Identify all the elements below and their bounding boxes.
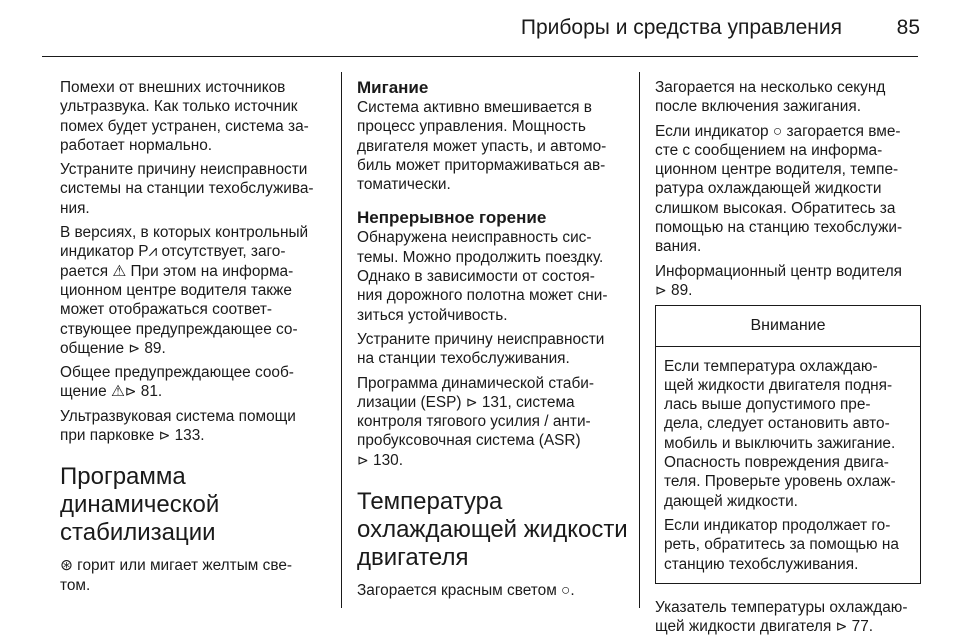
page-ref[interactable]: 89. [140,339,166,357]
paragraph-gauge-ref: Указатель температуры охлаждаю- щей жидкости двигателя ⊳ 77. [655,598,908,636]
section-title: Приборы и средства управления [520,16,842,39]
paragraph-blinking: Система активно вмешивается в процесс управления. Мощность двигателя может упасть, и автомо- биль может притормаживаться ав- томатически. [357,99,607,194]
column-divider-1 [341,72,342,608]
page-ref-arrow-icon: ⊳ [357,451,369,468]
paragraph-red-light: Загорается красным светом ○. [357,582,575,600]
caution-box [655,305,921,584]
page-ref[interactable]: 77. [847,618,874,636]
page-number: 85 [896,16,920,39]
page-ref-arrow-icon: ⊳ [158,427,171,444]
page-ref-arrow-icon: ⊳ [655,281,667,298]
caution-body [656,347,920,583]
page-ref[interactable]: 89. [666,281,693,299]
heading-esp: Программа динамической стабилизации [60,463,220,547]
paragraph-overheat: Если индикатор ○ загорается вме- сте с сообщением на информа- ционном центре водителя, темпе- ратура охлаждающей жидкости слишком высокая. Обратитесь за помощью на станцию техобслужи- вания. [655,122,903,256]
paragraph-dic-ref: Информационный центр водителя ⊳ 89. [655,262,903,299]
subheading-steady: Непрерывное горение [357,208,547,228]
paragraph-parking-assist: Ультразвуковая система помощи при парковке ⊳ 133. [60,407,296,445]
paragraph-service: Устраните причину неисправности на станции техобслуживания. [357,330,605,368]
paragraph-ignition: Загорается на несколько секунд после включения зажигания. [655,79,886,116]
page-ref-arrow-icon: ⊳ [835,618,848,635]
paragraph-fix-fault: Устраните причину неисправности системы на станции техобслужива- ния. [60,161,314,217]
page-ref[interactable]: 130. [368,451,403,469]
paragraph-interference: Помехи от внешних источников ультразвука. Как только источник помех будет устранен, система за- работает нормально. [60,79,309,154]
paragraph-esp-refs: Программа динамической стаби- лизации (ESP) ⊳ 131, система контроля тягового усилия / анти- пробуксовочная система (ASR) ⊳ 130. [357,374,595,469]
column-2 [357,78,631,605]
esp-icon: ⊛ [60,557,73,575]
heading-coolant-temp: Температура охлаждающей жидкости двигателя [357,488,628,572]
paragraph-versions: В версиях, в которых контрольный индикатор P⩘ отсутствует, заго- рается ⚠ При этом на информа- ционном центре водителя также может отображаться соответ- ствующее предупреждающее со- общение ⊳ 89. [60,224,309,357]
paragraph-general-warning: Общее предупреждающее сооб- щение ⚠⊳ 81. [60,364,294,401]
warning-triangle-icon: ⚠ [110,383,125,401]
parking-assist-icon: P⩘ [138,243,158,261]
paragraph-steady: Обнаружена неисправность сис- темы. Можно продолжить поездку. Однако в зависимости от состоя- ния дорожного полотна может сни- зиться устойчивость. [357,229,608,324]
page-ref-arrow-icon: ⊳ [124,383,137,400]
header-divider [42,56,918,57]
coolant-temp-icon: ○ [561,582,571,600]
page-header [0,0,960,54]
column-divider-2 [639,72,640,608]
subheading-blinking: Мигание [357,78,429,97]
coolant-temp-icon: ○ [772,122,783,140]
page-ref[interactable]: 81. [136,383,163,401]
caution-title: Внимание [656,306,920,346]
page-ref[interactable]: 131, система [477,393,575,411]
column-3 [655,78,921,641]
caution-paragraph-2: Если индикатор продолжает го- реть, обратитесь за помощью на станцию техобслуживания. [664,516,899,573]
column-1 [60,78,332,600]
page-ref-arrow-icon: ⊳ [465,393,478,410]
paragraph-esp-lamp: ⊛ горит или мигает желтым све- том. [60,557,293,594]
warning-triangle-icon: ⚠ [112,262,127,280]
caution-paragraph-1: Если температура охлаждаю- щей жидкости двигателя подня- лась выше допустимого пре- дела, следует остановить авто- мобиль и выключить зажигание. Опасность повреждения двига- теля. Проверьте уровень охлаж- дающей жидкости. [664,357,896,510]
page-ref[interactable]: 133. [170,427,205,445]
page-ref-arrow-icon: ⊳ [128,339,141,356]
